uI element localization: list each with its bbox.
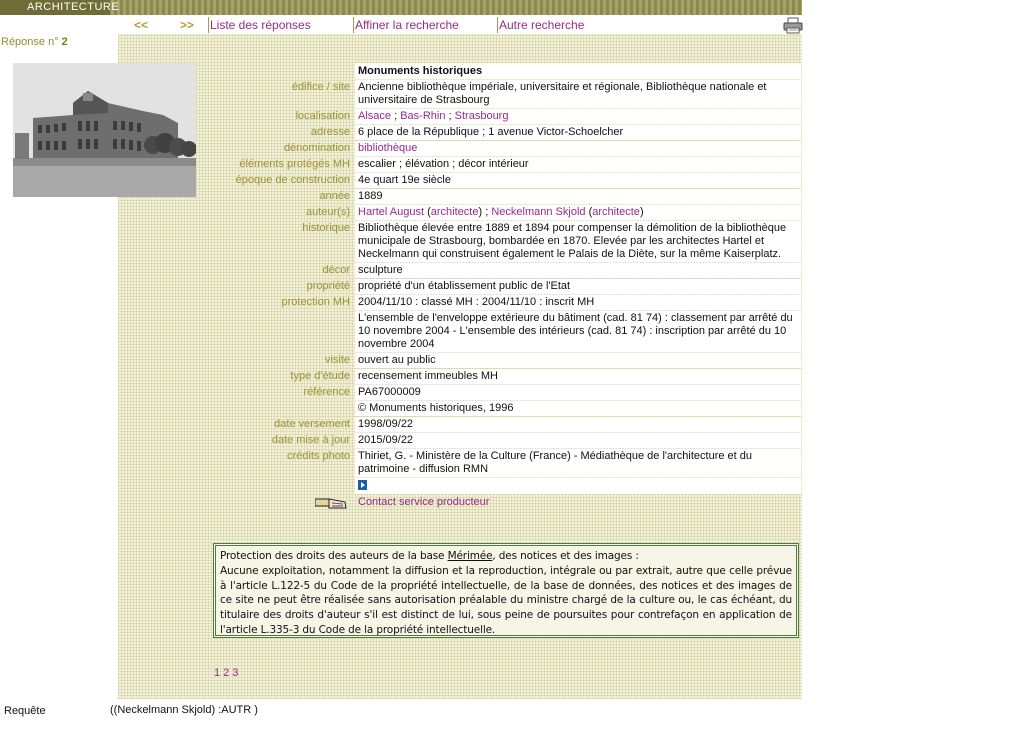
field-value: [355, 478, 801, 494]
field-label: localisation: [295, 110, 350, 122]
next-button[interactable]: >>: [180, 18, 195, 32]
field-annee: [200, 189, 802, 204]
field-label: auteur(s): [305, 206, 350, 218]
more-row: [200, 478, 802, 494]
record-title-row: [200, 63, 802, 79]
field-reference: [200, 385, 802, 400]
field-value: Ancienne bibliothèque impériale, universitaire et régionale, Bibliothèque nationale et universitaire de Strasbourg: [355, 80, 801, 108]
refine-search-link[interactable]: Affiner la recherche: [355, 18, 459, 32]
header-band: [0, 0, 802, 15]
author-link[interactable]: Neckelmann Skjold: [491, 206, 586, 218]
field-label: date versement: [274, 418, 350, 430]
author-role-link[interactable]: architecte: [430, 206, 479, 218]
field-value: 6 place de la République ; 1 avenue Victor-Schoelcher: [355, 125, 801, 140]
nav-divider: [208, 17, 209, 33]
field-value: ouvert au public: [355, 353, 801, 368]
author-link[interactable]: Hartel August: [358, 206, 425, 218]
header-bar: [0, 0, 802, 34]
printer-icon[interactable]: [783, 17, 803, 34]
page-link[interactable]: 3: [232, 667, 239, 679]
field-label: décor: [322, 264, 350, 276]
rights-body: Aucune exploitation, notamment la diffusion et la reproduction, intégrale ou par extrait, autre que celle prévue à l'article L.122-5 du Code de la propriété intellectuelle, de la base de données, des notices et des images de ce site ne peut être réalisée sans autorisation préalable du ministre chargé de la culture ou, le cas échéant, du titulaire des droits d'auteur s'il est distinct de lui, sous peine de poursuites pour contrefaçon en application de l'article L.335-3 du Code de la propriété intellectuelle.: [220, 564, 792, 636]
field-value: © Monuments historiques, 1996: [355, 401, 801, 416]
field-value: [355, 141, 801, 156]
query-label: Requête: [4, 705, 46, 717]
contact-producer-link[interactable]: Contact service producteur: [358, 496, 490, 508]
architecture-logo: ARCHITECTURE: [0, 0, 110, 15]
field-value: Hartel August (architecte) ; Neckelmann Skjold (architecte): [355, 205, 801, 220]
field-label: adresse: [310, 126, 350, 138]
merimee-link[interactable]: Mérimée: [447, 550, 493, 562]
field-copyright: [200, 401, 802, 416]
field-denomination: [200, 141, 802, 156]
building-photo[interactable]: [13, 63, 196, 197]
hand-pointer-icon[interactable]: [315, 496, 349, 512]
field-value: 2015/09/22: [355, 433, 801, 448]
field-credits-photo: [200, 449, 802, 477]
previous-button[interactable]: <<: [134, 18, 149, 32]
response-number: Réponse n° 2: [1, 36, 68, 48]
field-value: L'ensemble de l'enveloppe extérieure du bâtiment (cad. 81 74) : classement par arrêté du 10 novembre 2004 - L'ensemble des intérieurs (cad. 81 74) : inscription par arrêté du 10 novembre 2004: [355, 311, 801, 352]
field-label: époque de construction: [235, 174, 350, 186]
nav-divider: [353, 17, 354, 33]
field-date-versement: [200, 417, 802, 432]
field-date-mise-a-jour: [200, 433, 802, 448]
navigation-bar: [0, 15, 802, 34]
record-details: [200, 63, 802, 514]
field-label: propriété: [306, 280, 350, 292]
field-decor: [200, 263, 802, 278]
field-value: Thiriet, G. - Ministère de la Culture (France) - Médiathèque de l'architecture et du patrimoine - diffusion RMN: [355, 449, 801, 477]
field-value: recensement immeubles MH: [355, 369, 801, 384]
field-label: historique: [302, 222, 350, 234]
field-auteurs: [200, 205, 802, 220]
field-adresse: [200, 125, 802, 140]
field-value: escalier ; élévation ; décor intérieur: [355, 157, 801, 172]
field-label: protection MH: [281, 296, 350, 308]
field-label: crédits photo: [287, 450, 350, 462]
rights-notice: Protection des droits des auteurs de la base Mérimée, des notices et des images : Aucune exploitation, notamment la diffusion et la reproduction, intégrale ou par extrait, autre que celle prévue à l'article L.122-5 du Code de la propriété intellectuelle, de la base de données, des notices et des images de ce site ne peut être réalisée sans autorisation préalable du ministre chargé de la culture ou, le cas échéant, du titulaire des droits d'auteur s'il est distinct de lui, sous peine de poursuites pour contrefaçon en application de l'article L.335-3 du Code de la propriété intellectuelle.: [213, 543, 799, 638]
field-label: dénomination: [283, 142, 350, 154]
field-label: édifice / site: [291, 81, 350, 93]
page-link[interactable]: 2: [223, 667, 230, 679]
denomination-link[interactable]: bibliothèque: [358, 142, 418, 154]
field-localisation: [200, 109, 802, 124]
contact-row: [200, 495, 802, 513]
city-link[interactable]: Strasbourg: [454, 110, 509, 122]
nav-divider: [497, 17, 498, 33]
field-value: Bibliothèque élevée entre 1889 et 1894 pour compenser la démolition de la bibliothèque municipale de Strasbourg, bombardée en 1870. Elevée par les architectes Hartel et Neckelmann qui construisent également le Palais de la Diète, sur la même Kaiserplatz.: [355, 221, 801, 262]
field-label: visite: [324, 354, 350, 366]
field-value: propriété d'un établissement public de l'Etat: [355, 279, 801, 294]
field-propriete: [200, 279, 802, 294]
field-value: 2004/11/10 : classé MH : 2004/11/10 : inscrit MH: [355, 295, 801, 310]
field-epoque: [200, 173, 802, 188]
region-link[interactable]: Alsace: [358, 110, 392, 122]
field-label: année: [319, 190, 350, 202]
pagination: [214, 667, 241, 679]
query-value: ((Neckelmann Skjold) :AUTR ): [110, 703, 522, 718]
field-label: éléments protégés MH: [239, 158, 350, 170]
field-edifice: [200, 80, 802, 108]
field-label: référence: [303, 386, 350, 398]
page-link[interactable]: 1: [214, 667, 221, 679]
field-elements-proteges: [200, 157, 802, 172]
field-value: 1998/09/22: [355, 417, 801, 432]
field-value: sculpture: [355, 263, 801, 278]
field-protection-detail: [200, 311, 802, 352]
field-protection: [200, 295, 802, 310]
field-label: type d'étude: [290, 370, 350, 382]
field-type-etude: [200, 369, 802, 384]
field-value: Alsace ; Bas-Rhin ; Strasbourg: [355, 109, 801, 124]
field-value: 1889: [355, 189, 801, 204]
field-historique: [200, 221, 802, 262]
field-visite: [200, 353, 802, 368]
record-title: Monuments historiques: [355, 63, 801, 79]
other-search-link[interactable]: Autre recherche: [499, 18, 585, 32]
author-role-link[interactable]: architecte: [592, 206, 640, 218]
field-value: 4e quart 19e siècle: [355, 173, 801, 188]
arrow-right-icon[interactable]: [358, 480, 367, 490]
results-list-link[interactable]: Liste des réponses: [210, 18, 311, 32]
department-link[interactable]: Bas-Rhin: [400, 110, 446, 122]
field-value: PA67000009: [355, 385, 801, 400]
field-label: date mise à jour: [271, 434, 350, 446]
